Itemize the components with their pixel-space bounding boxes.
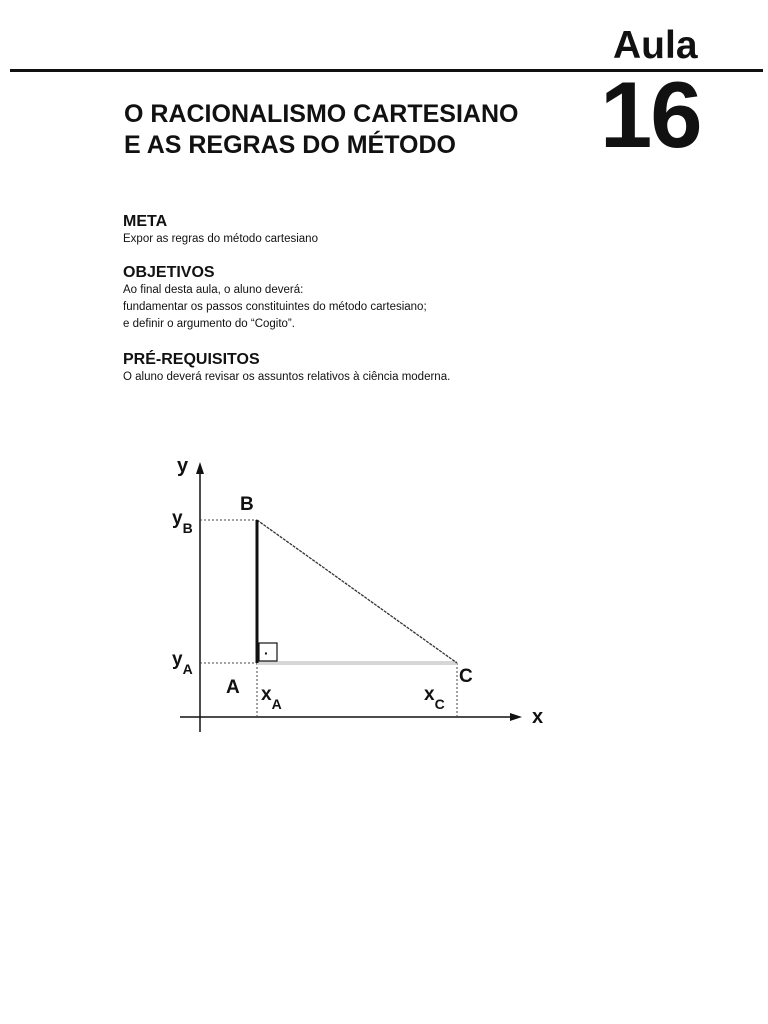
meta-heading: META (123, 213, 168, 230)
right-angle-dot: · (264, 645, 269, 661)
lesson-title-line-1: O RACIONALISMO CARTESIANO (124, 100, 519, 128)
aula-number: 16 (600, 62, 701, 167)
tick-xC-main: x (424, 684, 435, 705)
cartesian-diagram (150, 440, 570, 755)
tick-xA-sub: A (271, 696, 282, 712)
tick-yA-main: y (172, 649, 183, 670)
pre-requisitos-heading: PRÉ-REQUISITOS (123, 351, 260, 368)
objetivos-line-2: fundamentar os passos constituintes do método cartesiano; (123, 301, 427, 313)
tick-xA-main: x (261, 684, 272, 705)
aula-label: Aula (613, 24, 698, 67)
tick-yA-sub: A (182, 661, 193, 677)
objetivos-section (123, 263, 427, 333)
objetivos-heading: OBJETIVOS (123, 264, 215, 281)
segment-BC (257, 520, 457, 663)
meta-text: Expor as regras do método cartesiano (123, 233, 318, 245)
point-C-label: C (459, 666, 473, 687)
point-B-label: B (240, 494, 254, 515)
tick-xC-sub: C (434, 696, 445, 712)
meta-section (123, 212, 318, 248)
x-axis-label: x (532, 706, 544, 728)
objetivos-line-3: e definir o argumento do “Cogito”. (123, 318, 295, 330)
x-axis-arrow-icon (510, 713, 522, 721)
y-axis-label: y (177, 455, 189, 477)
tick-yB (172, 508, 193, 536)
lesson-title-line-2: E AS REGRAS DO MÉTODO (124, 131, 456, 159)
pre-requisitos-text: O aluno deverá revisar os assuntos relativos à ciência moderna. (123, 371, 451, 383)
y-axis-arrow-icon (196, 462, 204, 474)
point-A-label: A (226, 677, 240, 698)
tick-yB-sub: B (182, 520, 193, 536)
tick-yB-main: y (172, 508, 183, 529)
tick-xA (261, 684, 282, 712)
tick-xC (424, 684, 445, 712)
lesson-title (124, 99, 518, 161)
pre-requisitos-section (123, 350, 450, 386)
objetivos-line-1: Ao final desta aula, o aluno deverá: (123, 284, 304, 296)
tick-yA (172, 649, 193, 677)
